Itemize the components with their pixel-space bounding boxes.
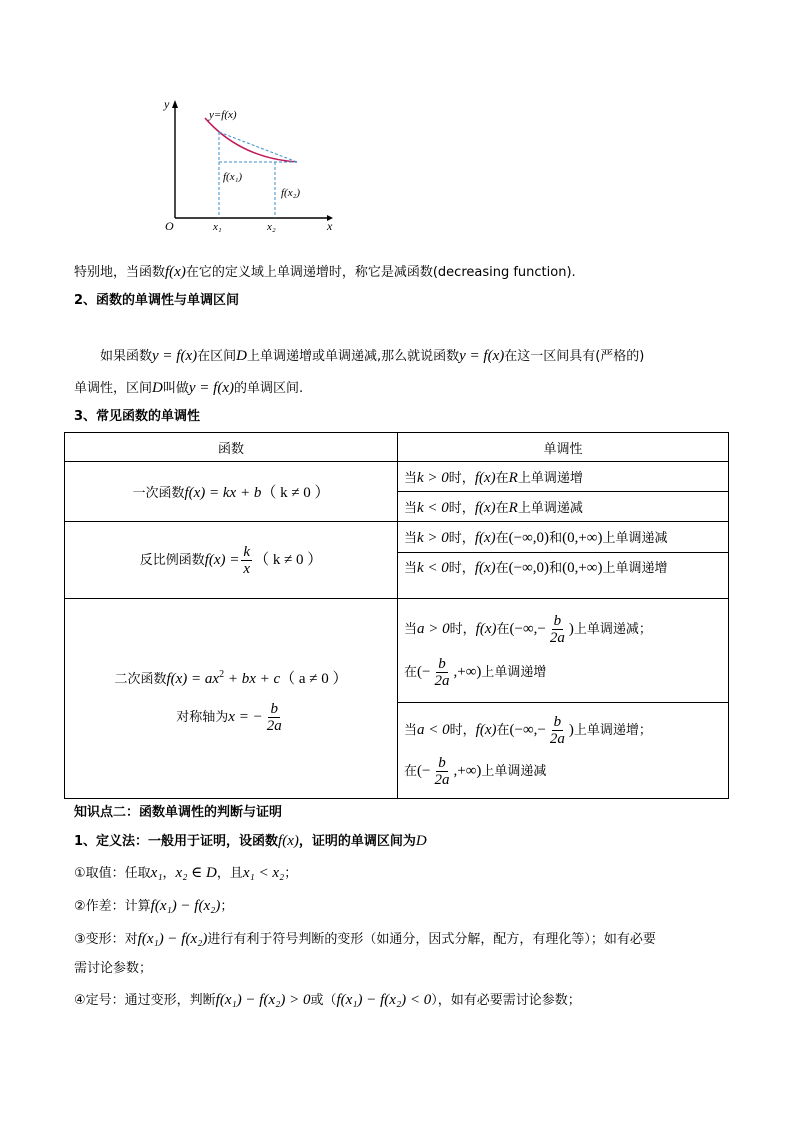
x-axis-label: x: [327, 219, 333, 233]
table-header-row: [65, 433, 729, 462]
x2-label: x₂: [267, 221, 276, 233]
table-row: [65, 522, 729, 553]
step-3: ③变形：对f(x₁) − f(x₂)进行有利于符号判断的变形（如通分，因式分解，配方，有理化等）；如有必要: [74, 931, 656, 947]
fx2-label: f(x₂): [281, 187, 301, 199]
table-row: [65, 462, 729, 492]
origin-label: O: [165, 219, 174, 233]
fx1-label: f(x₁): [223, 171, 243, 183]
quadratic-row1: 当a > 0时，f(x)在(−∞,− $\frac{b}{2a}$ )上单调递减； 在(− $\frac{b}{2a}$ ,+∞)上单调递增: [398, 599, 729, 703]
header-monotonicity: 单调性: [398, 433, 729, 462]
header-function: 函数: [65, 433, 398, 462]
interval-paragraph-line1: 如果函数y = f(x)在区间D上单调递增或单调递减,那么就说函数y = f(x)在这一区间具有(严格的): [100, 348, 645, 364]
step-2: ②作差：计算f(x₁) − f(x₂)；: [74, 898, 234, 914]
quadratic-row2: 当a < 0时，f(x)在(−∞,− $\frac{b}{2a}$ )上单调递增； 在(− $\frac{b}{2a}$ ,+∞)上单调递减: [398, 703, 729, 799]
linear-row1: 当k > 0时，f(x)在R上单调递增: [398, 462, 729, 492]
decreasing-function-graph: [155, 96, 335, 236]
quadratic-function-cell: 二次函数$f(x) = ax^2$ + bx + c（ a ≠ 0 ） 对称轴为x = − $\frac{b}{2a}$: [65, 599, 398, 799]
heading-monotonic-interval: 2、函数的单调性与单调区间: [74, 293, 240, 308]
monotonicity-table: [64, 432, 729, 799]
table-row: [65, 599, 729, 703]
interval-paragraph-line2: 单调性，区间D叫做y = f(x)的单调区间.: [74, 380, 304, 396]
x1-label: x₁: [213, 221, 222, 233]
inverse-row1: 当k > 0时，f(x)在(−∞,0)和(0,+∞)上单调递减: [398, 522, 729, 553]
decreasing-paragraph: 特别地，当函数f(x)在它的定义域上单调递增时，称它是减函数(decreasing function).: [74, 264, 576, 280]
step-1: ①取值：任取x₁，x₂ ∈ D，且x₁ < x₂；: [74, 865, 298, 881]
step-3-cont: 需讨论参数；: [74, 961, 153, 976]
linear-function-cell: 一次函数f(x) = kx + b（ k ≠ 0 ）: [65, 462, 398, 522]
knowledge-point-2-heading: 知识点二：函数单调性的判断与证明: [74, 805, 283, 820]
curve-label: y=f(x): [209, 109, 237, 121]
step-4: ④定号：通过变形，判断f(x₁) − f(x₂) > 0或（f(x₁) − f(x₂) < 0），如有必要需讨论参数；: [74, 992, 581, 1008]
y-axis-label: y: [164, 97, 170, 111]
inverse-function-cell: 反比例函数f(x) = $\frac{k}{x}$ （ k ≠ 0 ）: [65, 522, 398, 599]
linear-row2: 当k < 0时，f(x)在R上单调递减: [398, 492, 729, 522]
definition-method: 1、定义法：一般用于证明，设函数f(x)，证明的单调区间为D: [74, 833, 427, 849]
heading-common-functions: 3、常见函数的单调性: [74, 409, 201, 424]
inverse-row2: 当k < 0时，f(x)在(−∞,0)和(0,+∞)上单调递增: [398, 553, 729, 599]
